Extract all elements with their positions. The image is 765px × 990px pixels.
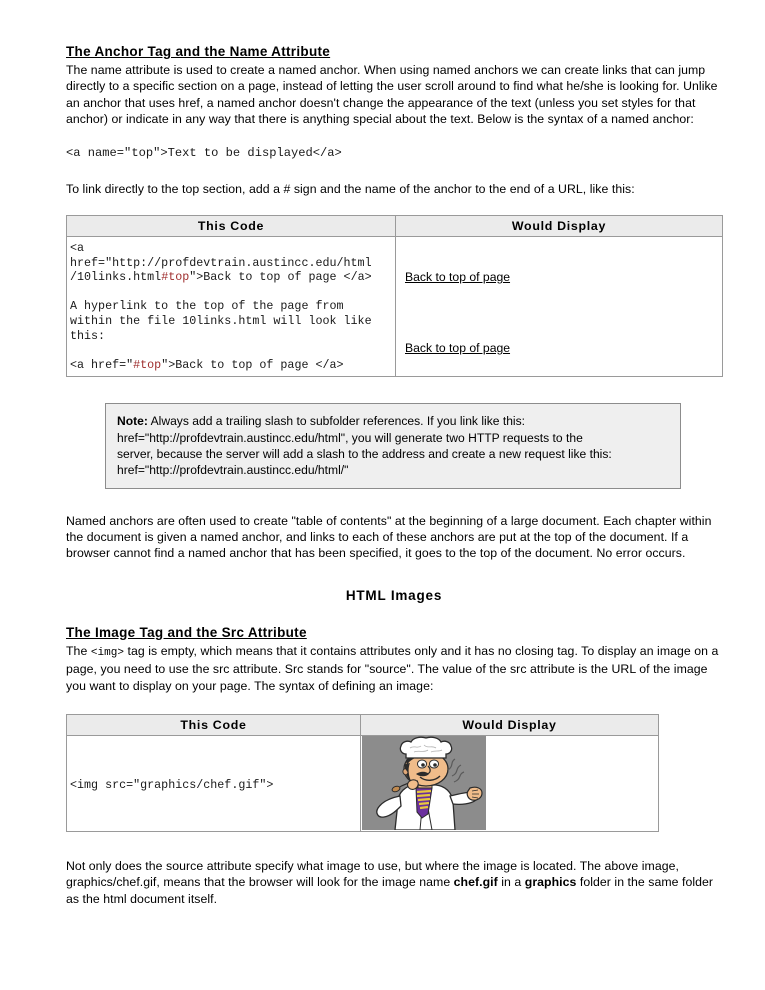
image-display-cell — [361, 736, 659, 832]
note-line-2: href="http://profdevtrain.austincc.edu/html", you will generate two HTTP requests to the — [117, 430, 583, 445]
code-anchor-highlight: #top — [161, 270, 190, 285]
named-anchor-code-sample: <a name="top">Text to be displayed</a> — [66, 145, 342, 160]
chef-image — [362, 736, 486, 830]
img-code-block: <img src="graphics/chef.gif"> — [70, 778, 274, 792]
image-intro-paragraph — [66, 643, 722, 694]
closing-part-3: folder in the same folder as the html document itself. — [66, 875, 714, 906]
column-header-this-code-2: This Code — [67, 715, 361, 736]
chef-illustration-svg — [362, 736, 486, 830]
anchor-code-cell — [67, 237, 396, 377]
spacer — [66, 694, 722, 714]
code-line-6: within the file 10links.html will look like — [70, 314, 372, 328]
spacer — [66, 128, 722, 146]
closing-bold-chef-gif: chef.gif — [453, 875, 498, 890]
image-code-cell — [67, 736, 361, 832]
table-row — [67, 736, 659, 832]
image-code-wrap — [67, 736, 360, 831]
spacer — [66, 161, 722, 181]
page-title-anchor-section: The Anchor Tag and the Name Attribute — [66, 44, 331, 59]
document-content — [66, 44, 722, 907]
code-line-9c: ">Back to top of page </a> — [161, 357, 344, 372]
image-para-pre: The — [66, 643, 91, 658]
code-line-3c: ">Back to top of page </a> — [189, 270, 372, 285]
anchor-display-cell — [396, 237, 723, 377]
code-line-7: this: — [70, 328, 106, 343]
code-line-9a: <a href=" — [70, 357, 134, 372]
link-to-top-paragraph: To link directly to the top section, add a # sign and the name of the anchor to the end of a URL, like this: — [66, 181, 635, 196]
spacer — [66, 832, 722, 858]
table-row — [67, 237, 723, 377]
table-header-row — [67, 715, 659, 736]
back-to-top-link-2[interactable]: Back to top of page — [405, 341, 511, 356]
spacer — [66, 489, 722, 513]
page-title-image-section: The Image Tag and the Src Attribute — [66, 624, 307, 640]
code-line-2: href="http://profdevtrain.austincc.edu/html — [70, 255, 372, 270]
code-line-1: <a — [70, 241, 85, 256]
note-line-1 — [117, 413, 670, 429]
anchor-code-block — [70, 241, 392, 372]
anchor-intro-paragraph: The name attribute is used to create a named anchor. When using named anchors we can create links that can jump directly to a specific section on a page, instead of letting the user scroll around to find what he/she is looking for. Unlike an anchor that uses href, a named anchor doesn't change the appearance of the text (unless you set styles for that anchor) or indicate in any way that there is anything special about the text. Below is the syntax of a named anchor: — [66, 63, 718, 127]
note-callout-box — [105, 403, 681, 488]
spacer — [66, 603, 722, 625]
closing-part-1: Not only does the source attribute specify what image to use, but where the image is located. The above image, graphics/chef.gif, means that the browser will look for the image name — [66, 859, 679, 890]
note-text-1: Always add a trailing slash to subfolder references. If you link like this: — [147, 414, 526, 429]
code-line-5: A hyperlink to the top of the page from — [70, 299, 344, 314]
code-line-3a: /10links.html — [70, 270, 162, 285]
named-anchors-paragraph: Named anchors are often used to create "table of contents" at the beginning of a large document. Each chapter within the document is given a named anchor, and links to each of these anchors are put at the top of the document. If a browser cannot find a named anchor that has been specified, it goes to the top of the document. No error occurs. — [66, 513, 712, 561]
spacer — [66, 197, 722, 215]
image-preview-area — [361, 736, 658, 831]
closing-bold-graphics: graphics — [524, 875, 577, 890]
column-header-this-code: This Code — [67, 216, 396, 237]
image-example-table — [66, 714, 659, 832]
closing-paragraph — [66, 858, 722, 907]
image-para-post: tag is empty, which means that it contains attributes only and it has no closing tag. To display an image on a page, you need to use the src attribute. Src stands for "source". The value of the src attribute is the URL of the image you want to display on your page. The syntax of defining an image: — [66, 643, 719, 693]
column-header-would-display-2: Would Display — [361, 715, 659, 736]
code-anchor-highlight-2: #top — [133, 357, 162, 372]
table-header-row — [67, 216, 723, 237]
back-to-top-link-1[interactable]: Back to top of page — [405, 270, 511, 285]
closing-part-2: in a — [497, 875, 525, 890]
anchor-example-table — [66, 215, 723, 377]
img-tag-inline-code: <img> — [90, 646, 125, 659]
column-header-would-display: Would Display — [396, 216, 723, 237]
note-label: Note: — [117, 414, 148, 429]
spacer — [66, 562, 722, 588]
display-preview-area — [396, 237, 722, 358]
spacer — [66, 377, 722, 403]
note-line-3: server, because the server will add a slash to the address and create a new request like this: — [117, 446, 612, 461]
note-line-4: href="http://profdevtrain.austincc.edu/html/" — [117, 463, 349, 478]
html-images-heading: HTML Images — [345, 587, 443, 603]
